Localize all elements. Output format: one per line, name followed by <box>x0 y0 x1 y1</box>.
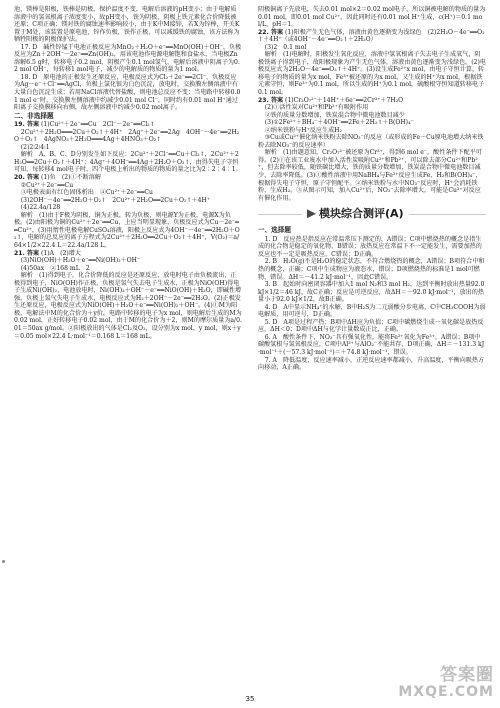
left-column <box>14 6 242 340</box>
paragraph: 阴极铜离子先放电，失去0.01 mol×2＝0.02 mol电子，所以铜被电解的物质的量为0.01 mol，即0.01 mol Cu²⁺，因此同时还有0.01 mol H⁺生成，c(H⁺)＝0.1 mol/L，pH＝1。 <box>258 6 486 29</box>
watermark-text: 答案圈 <box>440 665 494 685</box>
answer-20-line: (1)负 (2)①不断溶解 <box>41 174 101 182</box>
section-title <box>302 207 409 221</box>
answer-5: 5. D A项是过程产热；B项中ΔH应为负值；C项中碳燃烧生成一氧化碳是放热反应，ΔH＜0；D项中ΔH与化学计量数成正比，正确。 <box>258 318 484 334</box>
answer-19-label: 19. 答案 <box>14 121 40 129</box>
answer-20-line: (4)22.4a/128 <box>20 204 61 212</box>
answer-22-line: (1)阳极产生无色气体，溶液由黄色逐渐变为浅绿色 (2)2H₂O－4e⁻══O₂↑＋4H⁺（或4OH⁻－4e⁻══O₂↑＋2H₂O） <box>258 28 485 44</box>
answer-22-explanation: 解析 (1)电解时，阳极发生氧化反应，溶液中氢氧根离子失去电子生成氧气，阴极铁离子得到电子，故阳极现象为产生无色气体，溶液由黄色逐渐变为浅绿色。(2)电极反应式为2H₂O－4e⁻══O₂↑＋4H⁺。(3)设生成Fe²⁺x mol，由电子守恒计算，转移电子的物质的量为x mol，Fe³⁺被还原的为x mol，又生成的H⁺为x mol，根据铁元素守恒，则Fe³⁺为0.1 mol，所以生成的H⁺为0.1 mol，硫酸根守恒知道转移电子0.1 mol。 <box>258 51 487 97</box>
answer-6: 6. A 酸性条件下，NO₃⁻具有强氧化性，能将Fe²⁺氧化为Fe³⁺，A错误；B项中碳酸氢根与氢氧根反应，C项中Al³⁺与AlO₂⁻不能共存，D项正确，ΔH＝－131.3 kJ·mol⁻¹＋(－57.3 kJ·mol⁻¹)＝＋74.8 kJ·mol⁻¹，错误。 <box>258 333 485 356</box>
answer-23-line: ③Cu或Cu²⁺催化纳米铁粉去除NO₃⁻的反应（或形成的Fe－Cu原电池增大纳米铁粉去除NO₃⁻的反应速率） <box>258 134 484 149</box>
watermark-logo <box>376 660 494 704</box>
answer-21-label: 21. 答案 <box>14 249 40 257</box>
right-column <box>258 6 486 372</box>
answer-17: 17. D 碱性锌锰干电池正极反应为MnO₂＋H₂O＋e⁻══MnO(OH)＋OH⁻，负极反应为Zn＋2OH⁻－2e⁻══Zn(OH)₂，用该电池作电源电解饱和食盐水，当电极Zn溶解6.5 g时，转移电子0.2 mol，阴极产生0.1 mol氢气，电解后溶液中阴离子为0.2 mol OH⁻，每转移1 mol电子，减少的电解质的物质的量为1 mol。 <box>14 43 242 74</box>
answer-20-line: ②Cu²⁺＋2e⁻══Cu <box>20 181 74 189</box>
answer-19-line: (1)Cu²⁺＋2e⁻══Cu 2Cl⁻－2e⁻══Cl₂↑ <box>41 121 155 129</box>
answer-2: 2. B H₂O(g)不是H₂O的稳定状态，不符合燃烧热的概念，A错误；B项符合中和热的概念，正确；C项中生成物应为液态水，错误；D项燃烧热的标准是1 mol可燃物，错误。ΔH＝－41.2 kJ·mol⁻¹，因此C错误。 <box>258 258 485 281</box>
answer-3: 3. B 起始时向密闭容器中加入1 mol N₂和3 mol H₂，达到平衡时放出热量92.0 kJ×1/2＝46 kJ，故C正确；反应是可逆反应，故ΔH＝－92.0 kJ·mol⁻¹，放出的热量小于92.0 kJ×1/2，故B正确。 <box>258 281 485 304</box>
answer-21-line: (1)A (2)增大 <box>41 249 81 257</box>
answer-23-line: ②纳米铁粉与H⁺反应生成H₂ <box>264 126 342 134</box>
answer-22-line: (3)2 0.1 mol <box>264 43 307 51</box>
paragraph: 池，镁棒是阳极，铁棒是阴极，保护温度不变，电解后溶液的pH变小；由于电解质溶液中的氢氧根离子浓度变小，故pH变小，铁为阴极，阴极上铁元素化合价降低被还原；C项正确；镁对铁的腐蚀速率影响较小，由于K中M接锌，若X为锌棒，开关K置于M处，该装置是原电池，锌作负极，铁作正极，可以减缓铁的腐蚀，该方法称为牺牲阳极的阴极保护法。 <box>14 6 240 44</box>
section-heading: 二、非选择题 <box>14 111 54 120</box>
answer-19-line: (2)2∶2∶4∶1 <box>20 143 50 151</box>
triangle-marker-icon <box>307 209 316 218</box>
section-title-block <box>258 205 486 225</box>
answer-23-line: (2)①活性炭对Cu²⁺和Pb²⁺有吸附作用 <box>264 104 369 112</box>
answer-19-explanation: 解析 A、B、C、D分别发生如下反应：2Cu²⁺＋2Cl⁻══Cu＋Cl₂↑，2Cu²⁺＋2H₂O══2Cu＋O₂↑＋4H⁺；4Ag⁺＋4OH⁻══4Ag＋2H₂O＋O₂↑，由得失电子守恒可知，每转移4 mol电子时，四个电极上析出的物质的物质的量之比为2∶2∶4∶1。 <box>14 151 242 174</box>
answer-21-explanation: 解析 (1)得到电子，化合价降低的反应是还原反应，放电时电子由负极流出，正极得到电子，NiO(OH)作正极，负极是氢气失去电子生成水，正极为NiO(OH)得电子生成Ni(OH)₂，电池放电时，Ni(OH)₂＋OH⁻－e⁻══NiO(OH)＋H₂O，即碱性增强，负极上氢气失电子生成水，电极反应式为H₂＋2OH⁻－2e⁻══2H₂O。(2)正极发生还原反应，电极反应式为NiO(OH)＋H₂O＋e⁻══Ni(OH)₂＋OH⁻。(4)①M为阳极，电解法中M的化合价为＋y价，电路中转移的电子为x mol，则电解后生成的M为0.02 mol，正好转移电子0.02 mol，由于M的化合价为＋2，则M的摩尔质量为a/0.01＝50ax g/mol。②阳极放出的气体是Cl₂及O₂，设分别为x mol、y mol，则x＋y＝0.05 mol×22.4 L·mol⁻¹＝0.168 L＝168 mL。 <box>14 272 242 340</box>
answer-22-label: 22. 答案 <box>258 28 284 36</box>
answer-7: 7. A 降低温度，反应速率减小，正逆反应速率都减小，升高温度，平衡向吸热方向移动，A正确。 <box>258 356 485 372</box>
answer-21-line: (4)50ax ②168 mL 2 <box>20 264 90 272</box>
answer-23-line: (1)Cr₂O₇²⁻＋14H⁺＋6e⁻══2Cr³⁺＋7H₂O <box>285 96 404 104</box>
section-title-text: 模块综合测评(A) <box>319 207 404 221</box>
answer-20-line: ③电极表面有红色固体析出 ④Cu²⁺＋2e⁻══Cu <box>20 189 153 197</box>
document-page <box>14 6 486 692</box>
page-number: 35 <box>245 695 255 703</box>
section-heading: 一、选择题 <box>258 226 291 235</box>
answer-4: 4. D A中显示NH₄⁺的水解，B中H₂S为二元弱酸分步电离，C中CH₃COOH为弱电解质，用可逆号，D正确。 <box>258 303 486 319</box>
watermark-url: MXQE.COM <box>398 684 494 700</box>
answer-20-explanation: 解析 (1)由于F极为阴极，铜为正极，转为负极，则电源Y为正极，电源X为负极。(2)由阳极为铜的Cu²⁺＋2e⁻══Cu，上应当明显现象，负极反应式为Cu－2e⁻══Cu²⁺，(3)用惰性电极电解CuSO₄溶液，阳极上反应式为4OH⁻－4e⁻══2H₂O＋O₂↑，电解的总反应的离子方程式为2Cu²⁺＋2H₂O══2Cu＋O₂↑＋4H⁺，V(O₂)＝a/64×1/2×22.4 L＝22.4a/128 L。 <box>14 211 240 249</box>
answer-23-explanation: 解析 (1)由题意知，Cr₂O₇²⁻被还原为Cr³⁺，得到6 mol e⁻，酸性条件下配平可得。(2)①在该工业废水中加入活性炭吸附Cu²⁺和Pb²⁺，可以除去部分Cu²⁺和Pb²⁺，但去除率较低，随铁碳比增大，铁的质量分数增加，铁炭混合物中微电池数目减少，去除率降低。(3)①酸性溶液中用NaBH₄与Fe²⁺反应生成Fe、H₂和B(OH)₄⁻，根据得失电子守恒，原子守恒配平。②纳米铁粉与水中NO₃⁻反应时，H⁺会消耗铁粉，生成H₂。③从图示可知，加入Cu²⁺后，NO₃⁻去除率增大，可能是Cu²⁺对反应有催化作用。 <box>258 149 482 202</box>
answer-23-line: ②铁的质量分数增加，铁炭混合物中微电池数目减少 <box>264 111 405 119</box>
answer-23-line: (3)①2Fe²⁺＋BH₄⁻＋4OH⁻══2Fe＋2H₂↑＋B(OH)₄⁻ <box>264 119 414 127</box>
answer-23-label: 23. 答案 <box>258 96 284 104</box>
answer-19-line: 2Cu²⁺＋2H₂O═══2Cu＋O₂↑＋4H⁺ 2Ag⁺＋2e⁻══2Ag 4OH⁻－4e⁻══2H₂O＋O₂↑ 4AgNO₃＋2H₂O═══4Ag＋4HNO₃＋O₂↑ <box>14 128 240 144</box>
answer-20-line: (3)2OH⁻－4e⁻══2H₂O＋O₂↑ 2Cu²⁺＋2H₂O══2Cu＋O₂↑＋4H⁺ <box>20 196 211 204</box>
answer-20-label: 20. 答案 <box>14 174 40 182</box>
margin-dot <box>2 560 5 563</box>
answer-1: 1. D 反应热是指反应在常温常压下测定的，A错误；C项中燃烧热的概念是指生成的化合物是稳定的氧化物，B错误；放热反应在常温下不一定能发生，需要加热的反应也不一定是吸热反应，C错误；D正确。 <box>258 235 482 258</box>
answer-21-line: (3)NiO(OH)＋H₂O＋e⁻══Ni(OH)₂＋OH⁻ <box>20 257 141 265</box>
answer-18: 18. D 原电池的正极发生还原反应，电极反应式为Cl₂＋2e⁻══2Cl⁻，负极反应为Ag－e⁻＋Cl⁻══AgCl，负极上氯化银为白色沉淀，放电时，交换膜左侧溶液中有大量白色沉淀生成；若用NaCl溶液代替盐酸，则电池总反应不变；当电路中转移0.01 mol e⁻时，交换膜左侧溶液中约减少0.01 mol Cl⁻，同时约有0.01 mol H⁺通过阳离子交换膜移向右侧，故左侧溶液中约减少0.02 mol离子。 <box>14 73 241 112</box>
